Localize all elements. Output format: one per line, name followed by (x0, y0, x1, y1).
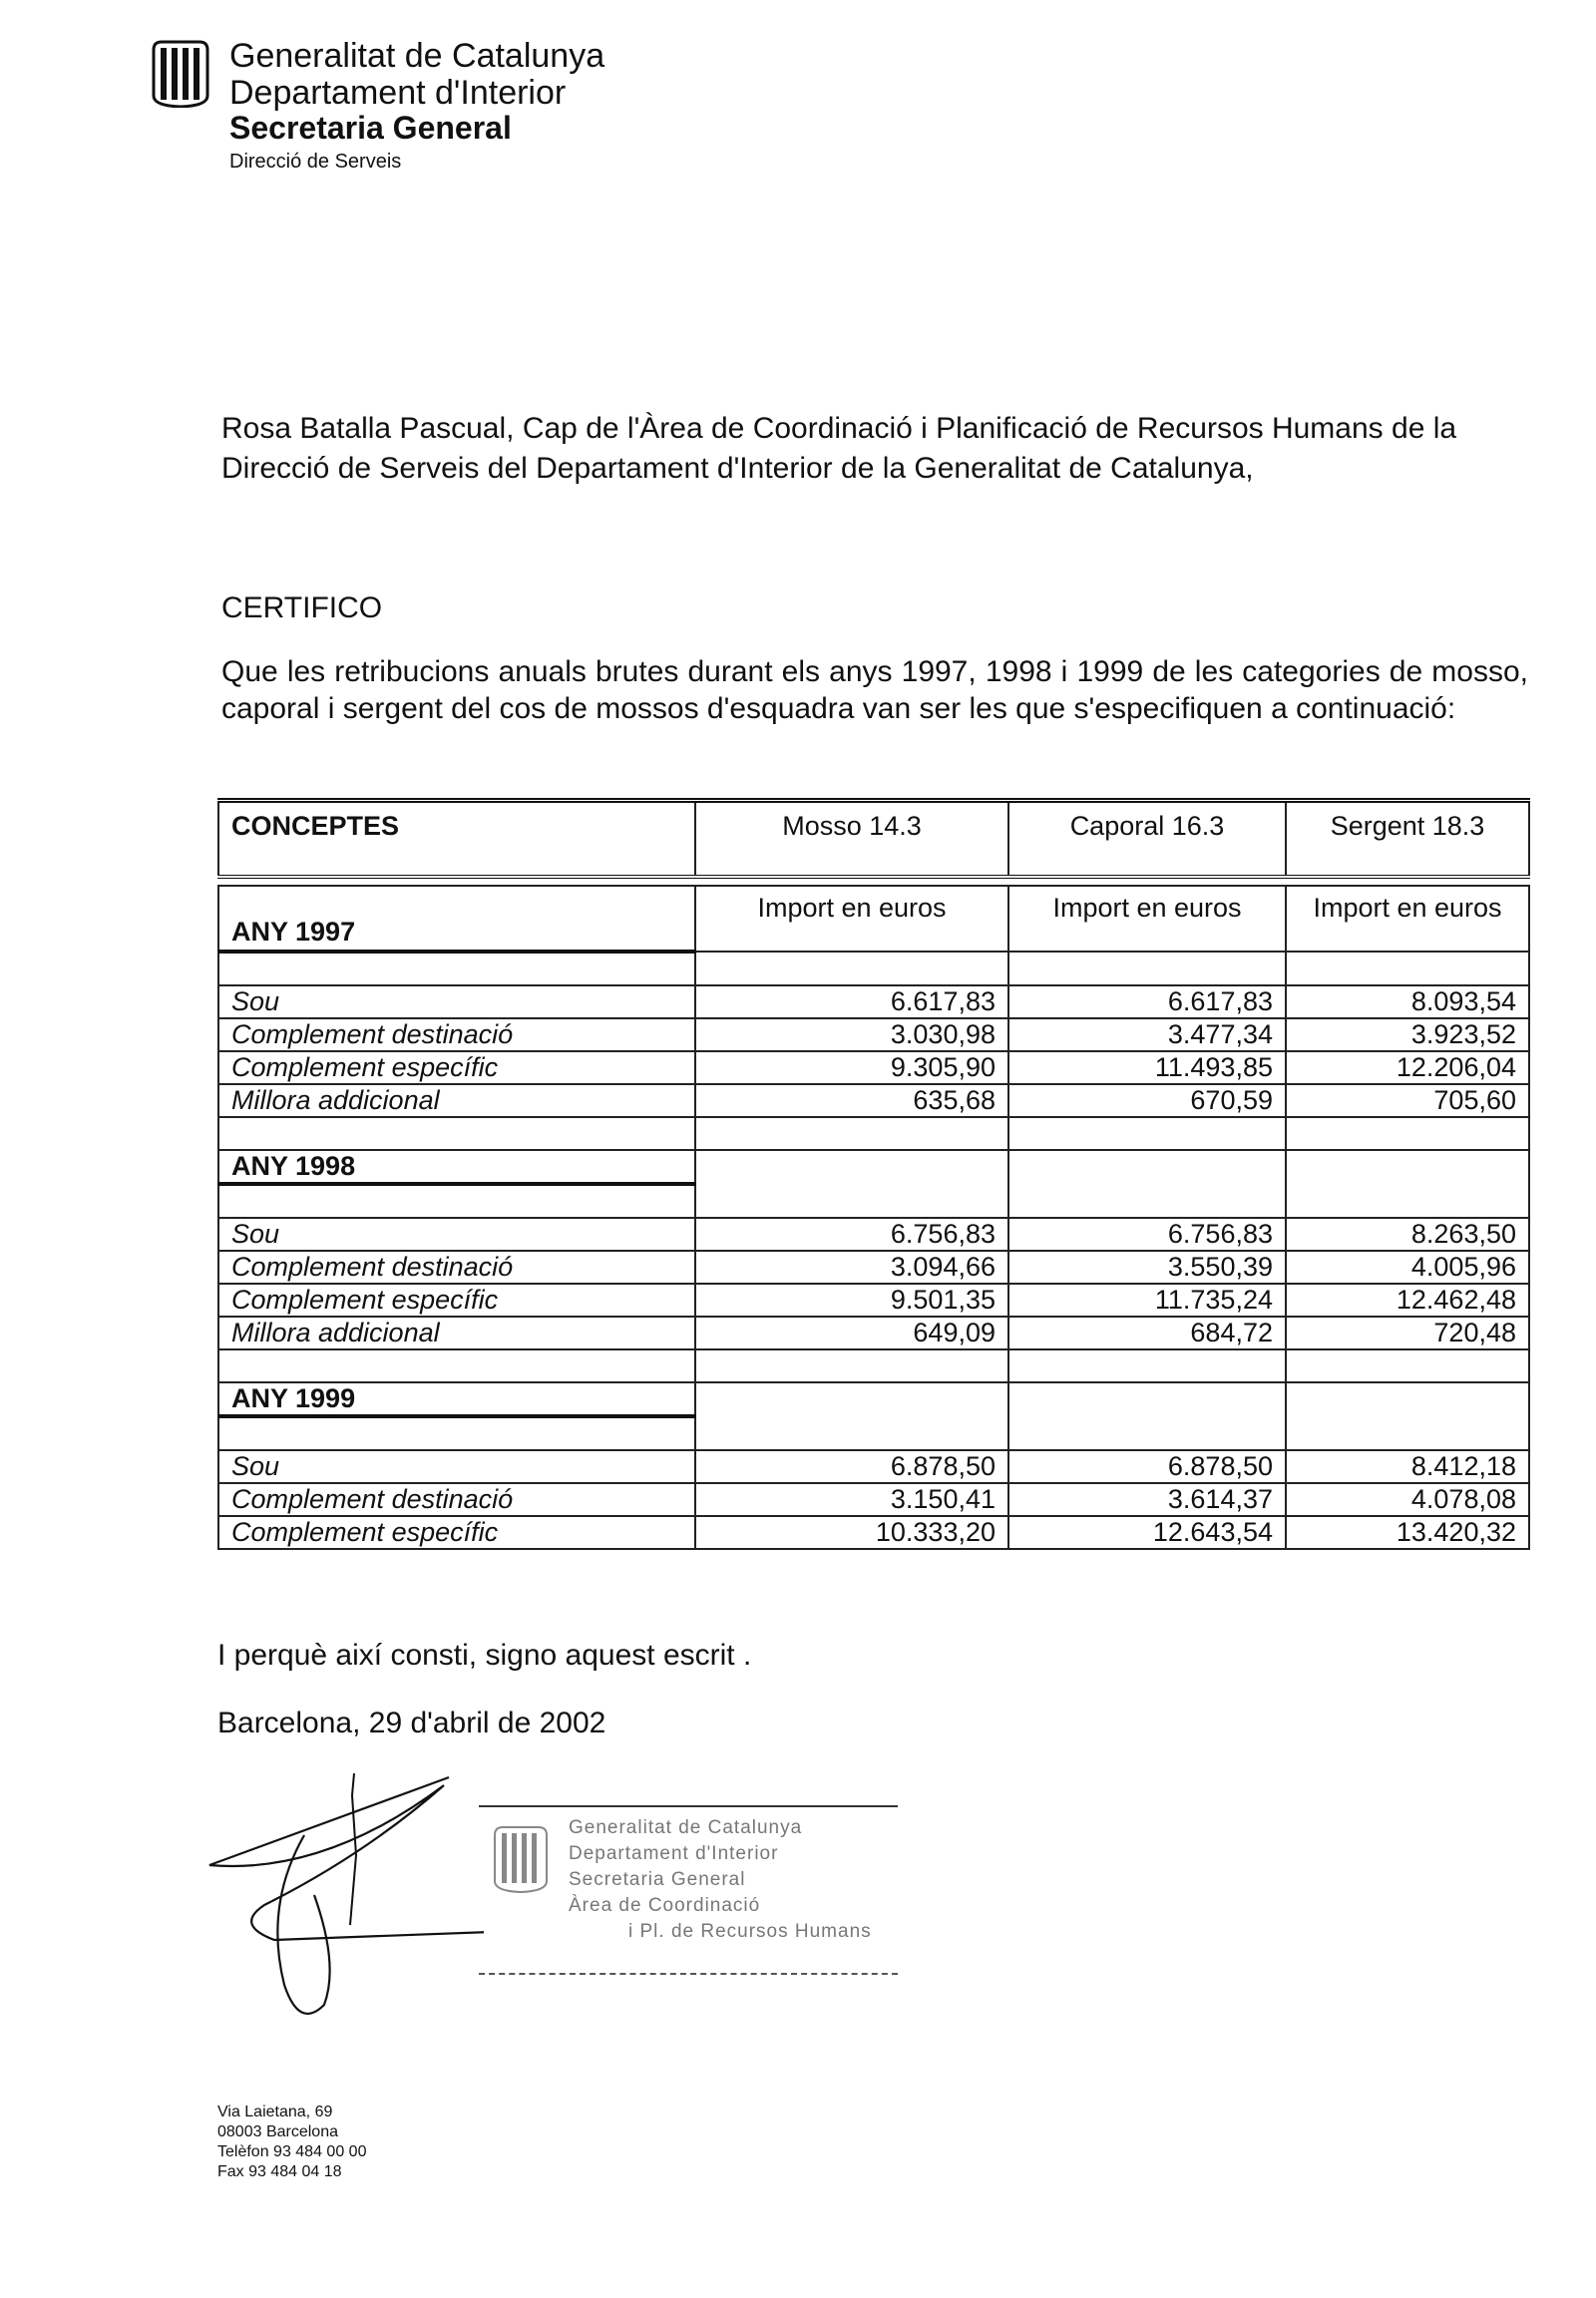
table-row (218, 1084, 1529, 1117)
value-cell: 3.094,66 (695, 1251, 1008, 1284)
table-row (218, 1051, 1529, 1084)
value-cell: 12.206,04 (1286, 1051, 1529, 1084)
value-cell: 12.462,48 (1286, 1284, 1529, 1317)
concept-cell: Complement destinació (218, 1483, 695, 1516)
department-name: Departament d'Interior (229, 74, 567, 112)
concept-cell: Complement destinació (218, 1251, 695, 1284)
value-cell: 9.501,35 (695, 1284, 1008, 1317)
concept-cell: Millora addicional (218, 1317, 695, 1349)
concept-cell: Complement específic (218, 1051, 695, 1084)
secretariat-name: Secretaria General (229, 110, 512, 146)
stamp-bottom-rule (479, 1973, 898, 1975)
table-row (218, 1317, 1529, 1349)
value-cell: 8.412,18 (1286, 1450, 1529, 1483)
signature (204, 1765, 484, 2035)
value-cell: 8.263,50 (1286, 1218, 1529, 1251)
closing-sentence: I perquè així consti, signo aquest escrit . (217, 1639, 752, 1672)
address-phone: Telèfon 93 484 00 00 (217, 2143, 367, 2160)
address-fax: Fax 93 484 04 18 (217, 2163, 342, 2180)
value-cell: 6.756,83 (1008, 1218, 1286, 1251)
value-cell: 4.078,08 (1286, 1483, 1529, 1516)
certificate-paragraph: Que les retribucions anuals brutes durant els anys 1997, 1998 i 1999 de les categories de mosso, caporal i sergent del cos de mossos d'esquadra van ser les que s'especifiquen a continuació: (221, 655, 1528, 725)
value-cell: 3.550,39 (1008, 1251, 1286, 1284)
blank-row (218, 1117, 1529, 1150)
value-cell: 3.477,34 (1008, 1018, 1286, 1051)
stamp-logo-icon (491, 1825, 551, 1895)
concept-cell: Complement destinació (218, 1018, 695, 1051)
value-cell: 9.305,90 (695, 1051, 1008, 1084)
concept-cell: Sou (218, 985, 695, 1018)
value-cell: 6.617,83 (1008, 985, 1286, 1018)
value-cell: 3.614,37 (1008, 1483, 1286, 1516)
place-date: Barcelona, 29 d'abril de 2002 (217, 1707, 606, 1739)
table-row (218, 1516, 1529, 1549)
concept-cell: Complement específic (218, 1284, 695, 1317)
table-row (218, 1218, 1529, 1251)
value-cell: 649,09 (695, 1317, 1008, 1349)
value-cell: 8.093,54 (1286, 985, 1529, 1018)
year-label: ANY 1997 (218, 886, 695, 952)
value-cell: 13.420,32 (1286, 1516, 1529, 1549)
certifico-heading: CERTIFICO (221, 591, 383, 624)
unit-row (218, 886, 1529, 952)
generalitat-logo-icon (150, 40, 211, 108)
table-row (218, 1483, 1529, 1516)
header-sergent: Sergent 18.3 (1286, 801, 1529, 878)
value-cell: 3.030,98 (695, 1018, 1008, 1051)
stamp-text: Departament d'Interior (569, 1843, 779, 1864)
value-cell: 705,60 (1286, 1084, 1529, 1117)
table-row (218, 1251, 1529, 1284)
stamp-text: Àrea de Coordinació (569, 1895, 761, 1916)
address-city: 08003 Barcelona (217, 2123, 338, 2140)
blank-row (218, 1349, 1529, 1382)
header-caporal: Caporal 16.3 (1008, 801, 1286, 878)
address-street: Via Laietana, 69 (217, 2104, 333, 2120)
value-cell: 4.005,96 (1286, 1251, 1529, 1284)
value-cell: 670,59 (1008, 1084, 1286, 1117)
value-cell: 11.735,24 (1008, 1284, 1286, 1317)
table-row (218, 1450, 1529, 1483)
header-mosso: Mosso 14.3 (695, 801, 1008, 878)
salary-table (217, 798, 1530, 1550)
value-cell: 6.617,83 (695, 985, 1008, 1018)
value-cell: 6.878,50 (695, 1450, 1008, 1483)
stamp-text: Generalitat de Catalunya (569, 1817, 803, 1838)
year-label: ANY 1998 (218, 1150, 695, 1184)
value-cell: 635,68 (695, 1084, 1008, 1117)
concept-cell: Sou (218, 1218, 695, 1251)
value-cell: 10.333,20 (695, 1516, 1008, 1549)
value-cell: 3.150,41 (695, 1483, 1008, 1516)
value-cell: 720,48 (1286, 1317, 1529, 1349)
directorate-name: Direcció de Serveis (229, 151, 402, 173)
value-cell: 6.756,83 (695, 1218, 1008, 1251)
org-name: Generalitat de Catalunya (229, 37, 605, 75)
table-separator (218, 877, 1529, 886)
concept-cell: Sou (218, 1450, 695, 1483)
unit-label: Import en euros (1008, 886, 1286, 952)
value-cell: 3.923,52 (1286, 1018, 1529, 1051)
year-row (218, 1382, 1529, 1416)
stamp-text: i Pl. de Recursos Humans (628, 1921, 872, 1942)
value-cell: 684,72 (1008, 1317, 1286, 1349)
official-stamp (479, 1805, 898, 1995)
table-row (218, 985, 1529, 1018)
stamp-top-rule (479, 1805, 898, 1807)
unit-label: Import en euros (1286, 886, 1529, 952)
value-cell: 6.878,50 (1008, 1450, 1286, 1483)
blank-row (218, 952, 1529, 985)
value-cell: 11.493,85 (1008, 1051, 1286, 1084)
concept-cell: Millora addicional (218, 1084, 695, 1117)
intro-paragraph: Rosa Batalla Pascual, Cap de l'Àrea de Coordinació i Planificació de Recursos Humans de la Direcció de Serveis del Departament d'Interior de la Generalitat de Catalunya, (221, 412, 1457, 485)
year-label: ANY 1999 (218, 1382, 695, 1416)
year-row (218, 1150, 1529, 1184)
table-row (218, 1284, 1529, 1317)
unit-label: Import en euros (695, 886, 1008, 952)
header-conceptes: CONCEPTES (218, 801, 695, 878)
stamp-text: Secretaria General (569, 1869, 746, 1890)
table-row (218, 1018, 1529, 1051)
value-cell: 12.643,54 (1008, 1516, 1286, 1549)
table-header-row (218, 801, 1529, 878)
concept-cell: Complement específic (218, 1516, 695, 1549)
